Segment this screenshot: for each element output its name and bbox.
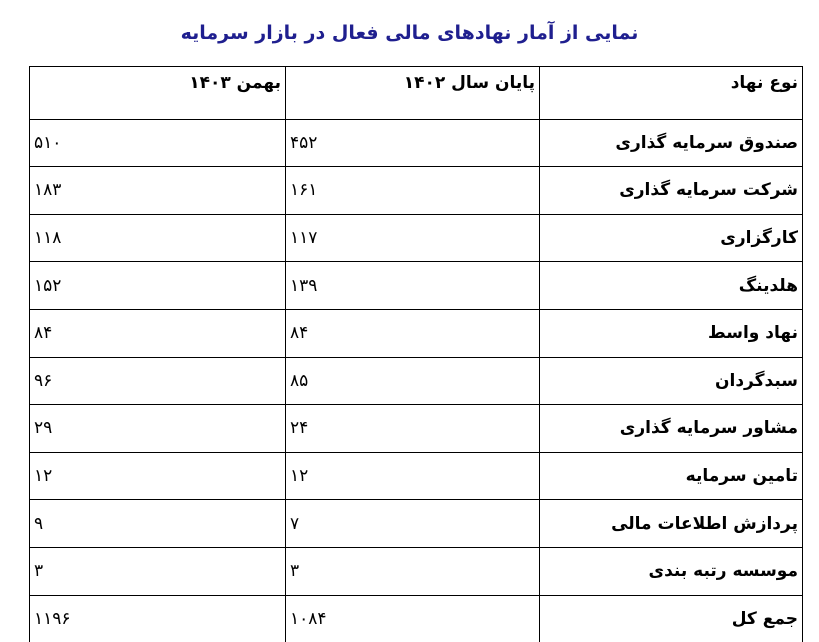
table-header-row (30, 67, 803, 120)
stats-table (29, 66, 803, 642)
row-end-1402: ۸۴ (286, 309, 540, 357)
row-bahman-1403: ۵۱۰ (30, 119, 286, 167)
row-end-1402: ۱۲ (286, 452, 540, 500)
row-type: تامین سرمایه (540, 452, 803, 500)
table-row (30, 357, 803, 405)
row-end-1402: ۱۶۱ (286, 167, 540, 215)
row-bahman-1403: ۱۱۸ (30, 214, 286, 262)
row-type: کارگزاری (540, 214, 803, 262)
row-bahman-1403: ۱۱۹۶ (30, 595, 286, 642)
header-end-1402: پایان سال ۱۴۰۲ (286, 67, 540, 120)
row-end-1402: ۸۵ (286, 357, 540, 405)
table-row (30, 214, 803, 262)
row-type: شرکت سرمایه گذاری (540, 167, 803, 215)
row-type: سبدگردان (540, 357, 803, 405)
row-type: موسسه رتبه بندی (540, 547, 803, 595)
row-bahman-1403: ۹۶ (30, 357, 286, 405)
row-type: پردازش اطلاعات مالی (540, 500, 803, 548)
row-end-1402: ۲۴ (286, 405, 540, 453)
table-row (30, 119, 803, 167)
row-end-1402: ۱۳۹ (286, 262, 540, 310)
row-type: صندوق سرمایه گذاری (540, 119, 803, 167)
row-type: هلدینگ (540, 262, 803, 310)
row-type: جمع کل (540, 595, 803, 642)
row-bahman-1403: ۱۵۲ (30, 262, 286, 310)
table-row (30, 500, 803, 548)
table-row (30, 452, 803, 500)
row-end-1402: ۳ (286, 547, 540, 595)
page-title: نمایی از آمار نهادهای مالی فعال در بازار سرمایه (180, 22, 639, 44)
row-bahman-1403: ۱۸۳ (30, 167, 286, 215)
row-end-1402: ۴۵۲ (286, 119, 540, 167)
row-end-1402: ۱۱۷ (286, 214, 540, 262)
row-bahman-1403: ۸۴ (30, 309, 286, 357)
table-row (30, 309, 803, 357)
row-type: مشاور سرمایه گذاری (540, 405, 803, 453)
row-bahman-1403: ۱۲ (30, 452, 286, 500)
header-bahman-1403: بهمن ۱۴۰۳ (30, 67, 286, 120)
row-type: نهاد واسط (540, 309, 803, 357)
row-end-1402: ۱۰۸۴ (286, 595, 540, 642)
row-end-1402: ۷ (286, 500, 540, 548)
row-bahman-1403: ۹ (30, 500, 286, 548)
row-bahman-1403: ۲۹ (30, 405, 286, 453)
table-row (30, 167, 803, 215)
table-row (30, 547, 803, 595)
table-row (30, 262, 803, 310)
header-type: نوع نهاد (540, 67, 803, 120)
table-row (30, 405, 803, 453)
row-bahman-1403: ۳ (30, 547, 286, 595)
